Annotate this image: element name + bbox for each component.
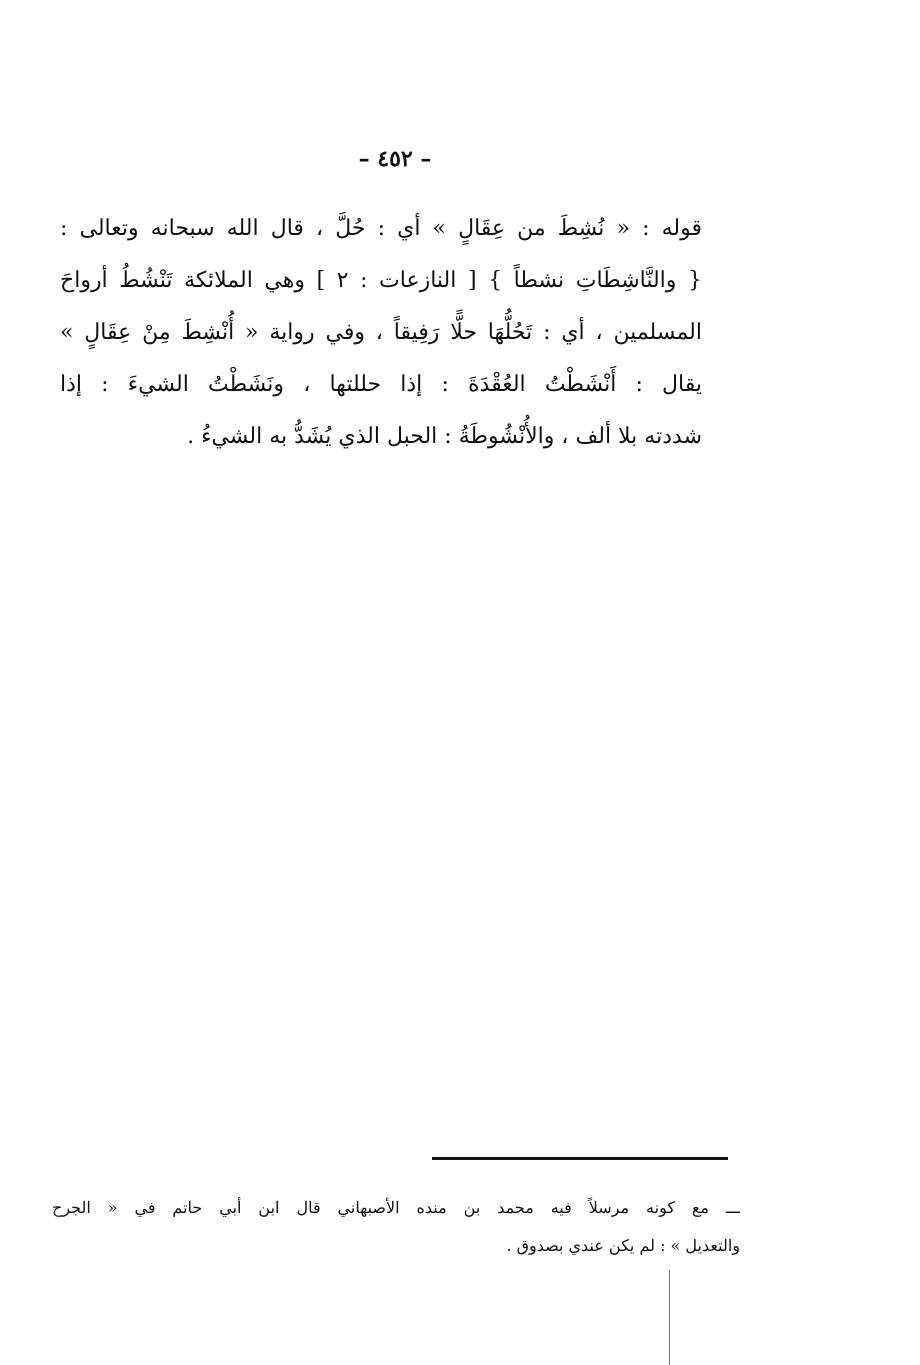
footnote-line: ـــ مع كونه مرسلاً فيه محمد بن منده الأصبهاني قال ابن أبي حاتم في « الجرح	[52, 1198, 740, 1217]
main-text-block	[60, 203, 702, 463]
text-line: شددته بلا ألف ، والأُنْشُوطَةُ : الحبل الذي يُشَدُّ به الشيءُ .	[187, 424, 702, 449]
text-line: قوله : « نُشِطَ من عِقَالٍ » أي : حُلَّ ، قال الله سبحانه وتعالى :	[60, 216, 702, 241]
footnote-line: والتعديل » : لم يكن عندي بصدوق .	[506, 1236, 740, 1255]
footnote-block	[52, 1189, 740, 1265]
scan-edge-line	[669, 1270, 670, 1365]
footnote-separator	[432, 1157, 728, 1160]
page-number: – ٤٥٢ –	[358, 146, 432, 172]
text-line: { والنَّاشِطَاتِ نشطاً } [ النازعات : ٢ ] وهي الملائكة تَنْشُطُ أرواحَ	[60, 268, 702, 293]
text-line: المسلمين ، أي : تَحُلُّهَا حلًّا رَفِيقاً ، وفي رواية « أُنْشِطَ مِنْ عِقَالٍ »	[60, 320, 702, 345]
text-line: يقال : أَنْشَطْتُ العُقْدَةَ : إذا حللتها ، ونَشَطْتُ الشيءَ : إذا	[60, 372, 702, 397]
